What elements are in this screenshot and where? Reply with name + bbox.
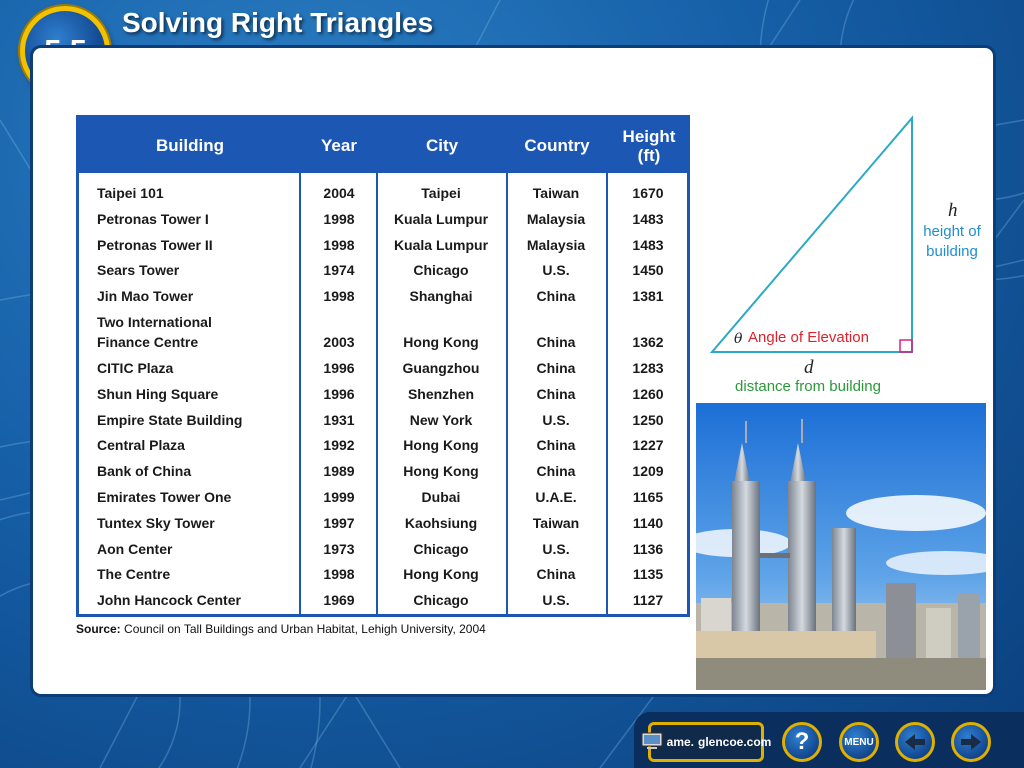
cell-height: 1227 xyxy=(632,437,664,454)
cell-year: 2003 xyxy=(323,334,355,350)
glencoe-website-button[interactable] xyxy=(648,722,772,762)
cell-city: Chicago xyxy=(413,262,469,279)
table-header-row xyxy=(79,118,687,173)
cell-year: 1999 xyxy=(323,489,355,505)
cell-building: Jin Mao Tower xyxy=(97,288,194,305)
cell-building: Petronas Tower II xyxy=(97,236,213,253)
cell-country: China xyxy=(536,566,576,583)
cell-height: 1140 xyxy=(632,514,664,531)
cell-height: 1135 xyxy=(632,566,664,583)
cell-year: 1998 xyxy=(323,566,355,583)
cell-height: 1381 xyxy=(632,288,664,305)
computer-icon xyxy=(641,732,663,753)
cell-building: Taipei 101 xyxy=(97,185,164,201)
source-label: Source: xyxy=(76,622,121,636)
cell-year: 1998 xyxy=(323,236,355,253)
source-note xyxy=(76,622,486,636)
cell-building: Shun Hing Square xyxy=(97,385,219,402)
next-button[interactable] xyxy=(951,722,991,762)
cell-country: China xyxy=(536,463,576,480)
cell-height: 1450 xyxy=(632,262,664,279)
cell-height: 1127 xyxy=(632,592,664,609)
cell-city: Hong Kong xyxy=(403,566,479,583)
cell-height: 1670 xyxy=(632,185,664,201)
column-divider xyxy=(506,118,508,614)
height-label-line2: building xyxy=(926,243,978,260)
cell-city: Taipei xyxy=(421,185,461,201)
cell-year: 1998 xyxy=(323,210,355,227)
cell-year: 1992 xyxy=(323,437,355,454)
height-label-line1: height of xyxy=(923,223,981,240)
column-header-height: Height (ft) xyxy=(622,126,676,165)
cell-building: Emirates Tower One xyxy=(97,489,232,505)
petronas-towers-photo xyxy=(696,403,986,690)
cell-city: Kuala Lumpur xyxy=(393,236,489,253)
column-header-city: City xyxy=(425,136,459,155)
cell-city: Chicago xyxy=(413,540,469,557)
cell-city: Chicago xyxy=(413,592,469,609)
cell-country: U.S. xyxy=(542,540,570,557)
arrow-left-icon xyxy=(904,733,926,751)
cell-year: 1998 xyxy=(323,288,355,305)
height-variable: h xyxy=(948,200,958,221)
arrow-right-icon xyxy=(960,733,982,751)
cell-country: China xyxy=(536,360,576,376)
cell-country: U.S. xyxy=(542,592,570,609)
cell-year: 1931 xyxy=(323,411,355,428)
cell-city: Shanghai xyxy=(409,288,473,305)
cell-city: Hong Kong xyxy=(403,334,479,350)
cell-height: 1483 xyxy=(632,236,664,253)
cell-country: Malaysia xyxy=(526,236,586,253)
cell-year: 1996 xyxy=(323,385,355,402)
cell-city: Dubai xyxy=(421,489,461,505)
lesson-title: Solving Right Triangles xyxy=(122,7,434,38)
triangle-shape xyxy=(712,118,912,352)
cell-building: CITIC Plaza xyxy=(97,360,174,376)
cell-city: Shenzhen xyxy=(407,385,475,402)
cell-city: Kuala Lumpur xyxy=(393,210,489,227)
right-triangle-diagram xyxy=(700,110,990,400)
help-button[interactable] xyxy=(782,722,822,762)
distance-label: distance from building xyxy=(735,378,881,395)
cell-height: 1483 xyxy=(632,210,664,227)
cell-building: The Centre xyxy=(97,566,171,583)
cell-year: 2004 xyxy=(323,185,355,201)
cell-country: Taiwan xyxy=(532,185,580,201)
cell-year: 1973 xyxy=(323,540,355,557)
cell-city: Guangzhou xyxy=(402,360,480,376)
menu-label: MENU xyxy=(844,736,874,748)
cell-country: China xyxy=(536,385,576,402)
cell-building: Tuntex Sky Tower xyxy=(97,514,215,531)
cell-height: 1136 xyxy=(632,540,664,557)
cell-year: 1989 xyxy=(323,463,355,480)
column-header-building: Building xyxy=(156,136,224,155)
column-header-year: Year xyxy=(321,136,357,155)
column-divider xyxy=(299,118,301,614)
cell-country: U.S. xyxy=(542,262,570,279)
cell-city: New York xyxy=(409,411,473,428)
cell-height: 1283 xyxy=(632,360,664,376)
column-divider xyxy=(606,118,608,614)
cell-year: 1974 xyxy=(323,262,355,279)
cell-height: 1362 xyxy=(632,334,664,350)
previous-button[interactable] xyxy=(895,722,935,762)
menu-button[interactable] xyxy=(839,722,879,762)
cell-height: 1165 xyxy=(632,489,664,505)
cell-height: 1209 xyxy=(632,463,664,480)
cell-country: China xyxy=(536,334,576,350)
website-label: glencoe.com xyxy=(698,735,772,749)
theta-symbol: θ xyxy=(734,331,743,347)
cell-building: Sears Tower xyxy=(97,262,180,279)
cell-city: Kaohsiung xyxy=(404,514,478,531)
distance-variable: d xyxy=(804,357,814,378)
cell-building: Aon Center xyxy=(97,540,173,557)
cell-building: Central Plaza xyxy=(97,437,185,454)
buildings-table xyxy=(76,115,690,617)
cell-height: 1260 xyxy=(632,385,664,402)
website-prefix: ame. xyxy=(666,735,694,749)
angle-label: Angle of Elevation xyxy=(748,329,869,346)
cell-country: China xyxy=(536,288,576,305)
column-header-country: Country xyxy=(524,136,590,155)
cell-building-line2: Finance Centre xyxy=(97,334,199,350)
cell-building: Bank of China xyxy=(97,463,192,480)
cell-country: U.S. xyxy=(542,411,570,428)
cell-year: 1997 xyxy=(323,514,355,531)
cell-building: Empire State Building xyxy=(97,411,243,428)
help-icon: ? xyxy=(794,728,810,755)
cell-height: 1250 xyxy=(632,411,664,428)
cell-building: Petronas Tower I xyxy=(97,210,209,227)
right-angle-mark xyxy=(900,340,912,352)
cell-country: U.A.E. xyxy=(535,489,577,505)
cell-city: Hong Kong xyxy=(403,437,479,454)
cell-country: Malaysia xyxy=(526,210,586,227)
cell-country: China xyxy=(536,437,576,454)
column-divider xyxy=(376,118,378,614)
cell-city: Hong Kong xyxy=(403,463,479,480)
cell-country: Taiwan xyxy=(532,514,580,531)
cell-year: 1969 xyxy=(323,592,355,609)
cell-building: John Hancock Center xyxy=(97,592,241,609)
cell-year: 1996 xyxy=(323,360,355,376)
cell-building-line1: Two International xyxy=(97,314,212,330)
source-text: Council on Tall Buildings and Urban Habitat, Lehigh University, 2004 xyxy=(124,622,486,636)
